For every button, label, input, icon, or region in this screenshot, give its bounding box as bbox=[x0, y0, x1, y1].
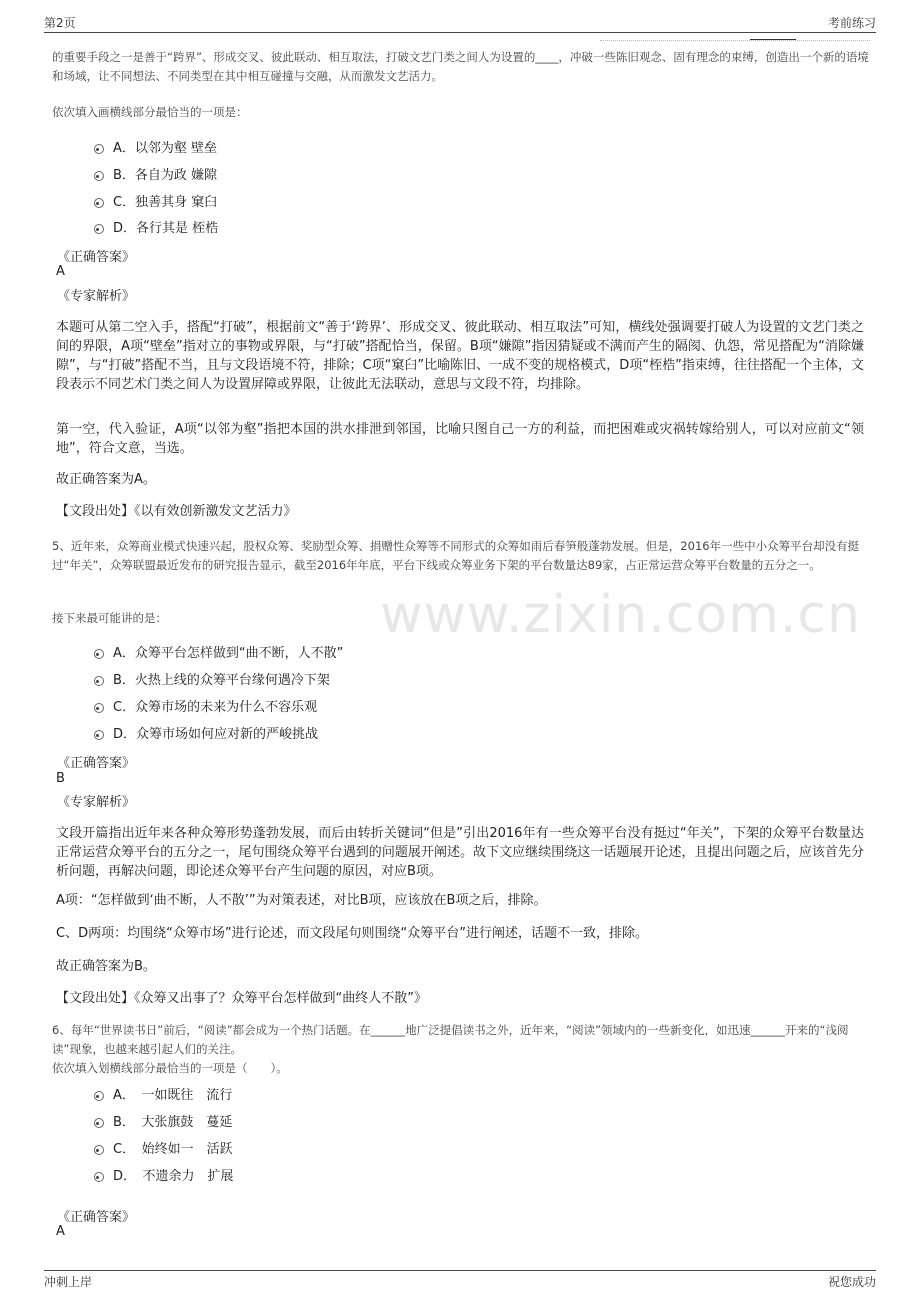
option-text: A．以邻为壑 壁垒 bbox=[113, 140, 218, 156]
q6-stem: 6、每年“世界读书日”前后，“阅读”都会成为一个热门话题。在______地广泛提倡读书之外，近年来，“阅读”领域内的一些新变化，如迅速______开来的“浅阅读”现象，也越来越引起人们的关注。 bbox=[52, 1023, 849, 1056]
q4-prompt: 依次填入画横线部分最恰当的一项是： bbox=[52, 105, 248, 119]
q5-answer-label: 《正确答案》 bbox=[57, 756, 136, 771]
q5-analysis-p4: 故正确答案为B。 bbox=[56, 959, 156, 974]
radio-icon[interactable] bbox=[94, 649, 104, 659]
q5-source: 【文段出处】《众筹又出事了？众筹平台怎样做到“曲终人不散”》 bbox=[56, 991, 427, 1006]
q4-option-b[interactable] bbox=[94, 163, 217, 183]
q4-source: 【文段出处】《以有效创新激发文艺活力》 bbox=[56, 504, 297, 519]
q6-prompt: 依次填入划横线部分最恰当的一项是（ ）。 bbox=[52, 1061, 288, 1075]
watermark: www.zixin.com.cn bbox=[380, 585, 861, 645]
radio-icon[interactable] bbox=[94, 224, 104, 234]
option-text: D．众筹市场如何应对新的严峻挑战 bbox=[113, 726, 319, 742]
radio-icon[interactable] bbox=[94, 703, 104, 713]
q5-analysis-p1: 文段开篇指出近年来各种众筹形势蓬勃发展，而后由转折关键词“但是”引出2016年有一些众筹平台没有挺过“年关”，下架的众筹平台数量达正常运营众筹平台的五分之一，尾句围绕众筹平台遇到的问题展开阐述。故下文应继续围绕这一话题展开论述，且提出问题之后，应该首先分析问题，再解决问题，即论述众筹平台产生问题的原因，对应B项。 bbox=[56, 826, 864, 879]
option-text: A． 一如既往 流行 bbox=[113, 1087, 233, 1103]
q6-option-b[interactable] bbox=[94, 1110, 232, 1130]
q4-answer-label: 《正确答案》 bbox=[57, 250, 136, 265]
q4-analysis-p1: 本题可从第二空入手，搭配“打破”，根据前文“善于‘跨界’、形成交叉、彼此联动、相互取法”可知，横线处强调要打破人为设置的文艺门类之间的界限，A项“壁垒”指对立的事物或界限，与“打破”搭配恰当，保留。B项“嫌隙”指因猜疑或不满而产生的隔阂、仇怨，常见搭配为“消除嫌隙”，与“打破”搭配不当，且与文段语境不符，排除；C项“窠臼”比喻陈旧、一成不变的规格模式，D项“桎梏”指束缚，往往搭配一个主体，文段表示不同艺术门类之间人为设置屏障或界限，让彼此无法联动，意思与文段不符，均排除。 bbox=[56, 320, 864, 392]
radio-icon[interactable] bbox=[94, 730, 104, 740]
option-text: B．各自为政 嫌隙 bbox=[113, 167, 218, 183]
radio-icon[interactable] bbox=[94, 144, 104, 154]
q5-option-a[interactable] bbox=[94, 641, 343, 661]
radio-icon[interactable] bbox=[94, 676, 104, 686]
q5-stem: 5、近年来，众筹商业模式快速兴起，股权众筹、奖励型众筹、捐赠性众筹等不同形式的众筹如雨后春笋般蓬勃发展。但是，2016年一些中小众筹平台却没有挺过“年关”，众筹联盟最近发布的研究报告显示，截至2016年年底，平台下线或众筹业务下架的平台数量达89家，占正常运营众筹平台数量的五分之一。 bbox=[52, 539, 860, 572]
option-text: B．火热上线的众筹平台缘何遇冷下架 bbox=[113, 672, 330, 688]
q6-answer: A bbox=[56, 1224, 65, 1239]
q5-option-b[interactable] bbox=[94, 668, 330, 688]
header-rule-decoration bbox=[600, 40, 870, 47]
option-text: D．各行其是 桎梏 bbox=[113, 220, 219, 236]
page-number: 第2页 bbox=[44, 16, 76, 30]
q5-option-c[interactable] bbox=[94, 695, 317, 715]
radio-icon[interactable] bbox=[94, 1145, 104, 1155]
option-text: A．众筹平台怎样做到“曲不断，人不散” bbox=[113, 645, 344, 661]
q5-analysis-p3: C、D两项：均围绕“众筹市场”进行论述，而文段尾句则围绕“众筹平台”进行阐述，话题不一致，排除。 bbox=[56, 926, 649, 941]
page-footer bbox=[44, 1270, 876, 1295]
option-text: C． 始终如一 活跃 bbox=[113, 1141, 233, 1157]
q6-option-c[interactable] bbox=[94, 1137, 233, 1157]
q4-stem: 的重要手段之一是善于“跨界”、形成交叉、彼此联动、相互取法，打破文艺门类之间人为设置的____，冲破一些陈旧观念、固有理念的束缚，创造出一个新的语境和场域，让不同想法、不同类型在其中相互碰撞与交融，从而激发文艺活力。 bbox=[52, 50, 869, 83]
footer-right-text: 祝您成功 bbox=[827, 1275, 876, 1289]
q6-option-a[interactable] bbox=[94, 1083, 232, 1103]
q6-answer-label: 《正确答案》 bbox=[57, 1210, 136, 1225]
q5-option-d[interactable] bbox=[94, 722, 318, 742]
page-header bbox=[44, 14, 876, 33]
q5-answer: B bbox=[56, 771, 65, 786]
option-text: C．独善其身 窠臼 bbox=[113, 194, 218, 210]
header-title: 考前练习 bbox=[827, 16, 876, 30]
radio-icon[interactable] bbox=[94, 198, 104, 208]
q4-answer: A bbox=[56, 264, 65, 279]
q6-option-d[interactable] bbox=[94, 1164, 234, 1184]
option-text: D． 不遗余力 扩展 bbox=[113, 1168, 234, 1184]
radio-icon[interactable] bbox=[94, 171, 104, 181]
option-text: B． 大张旗鼓 蔓延 bbox=[113, 1114, 233, 1130]
footer-left-text: 冲刺上岸 bbox=[44, 1275, 93, 1289]
q4-option-a[interactable] bbox=[94, 136, 217, 156]
q4-option-c[interactable] bbox=[94, 190, 217, 210]
option-text: C．众筹市场的未来为什么不容乐观 bbox=[113, 699, 318, 715]
radio-icon[interactable] bbox=[94, 1118, 104, 1128]
q5-prompt: 接下来最可能讲的是： bbox=[52, 611, 167, 625]
q4-option-d[interactable] bbox=[94, 216, 218, 236]
q5-analysis-label: 《专家解析》 bbox=[57, 795, 136, 810]
radio-icon[interactable] bbox=[94, 1172, 104, 1182]
q4-analysis-p3: 故正确答案为A。 bbox=[56, 472, 156, 487]
q4-analysis-label: 《专家解析》 bbox=[57, 289, 136, 304]
q5-analysis-p2: A项：“怎样做到‘曲不断，人不散’”为对策表述，对比B项，应该放在B项之后，排除。 bbox=[56, 893, 547, 908]
q4-analysis-p2: 第一空，代入验证，A项“以邻为壑”指把本国的洪水排泄到邻国，比喻只图自己一方的利益，而把困难或灾祸转嫁给别人，可以对应前文“领地”，符合文意，当选。 bbox=[56, 422, 864, 456]
radio-icon[interactable] bbox=[94, 1091, 104, 1101]
